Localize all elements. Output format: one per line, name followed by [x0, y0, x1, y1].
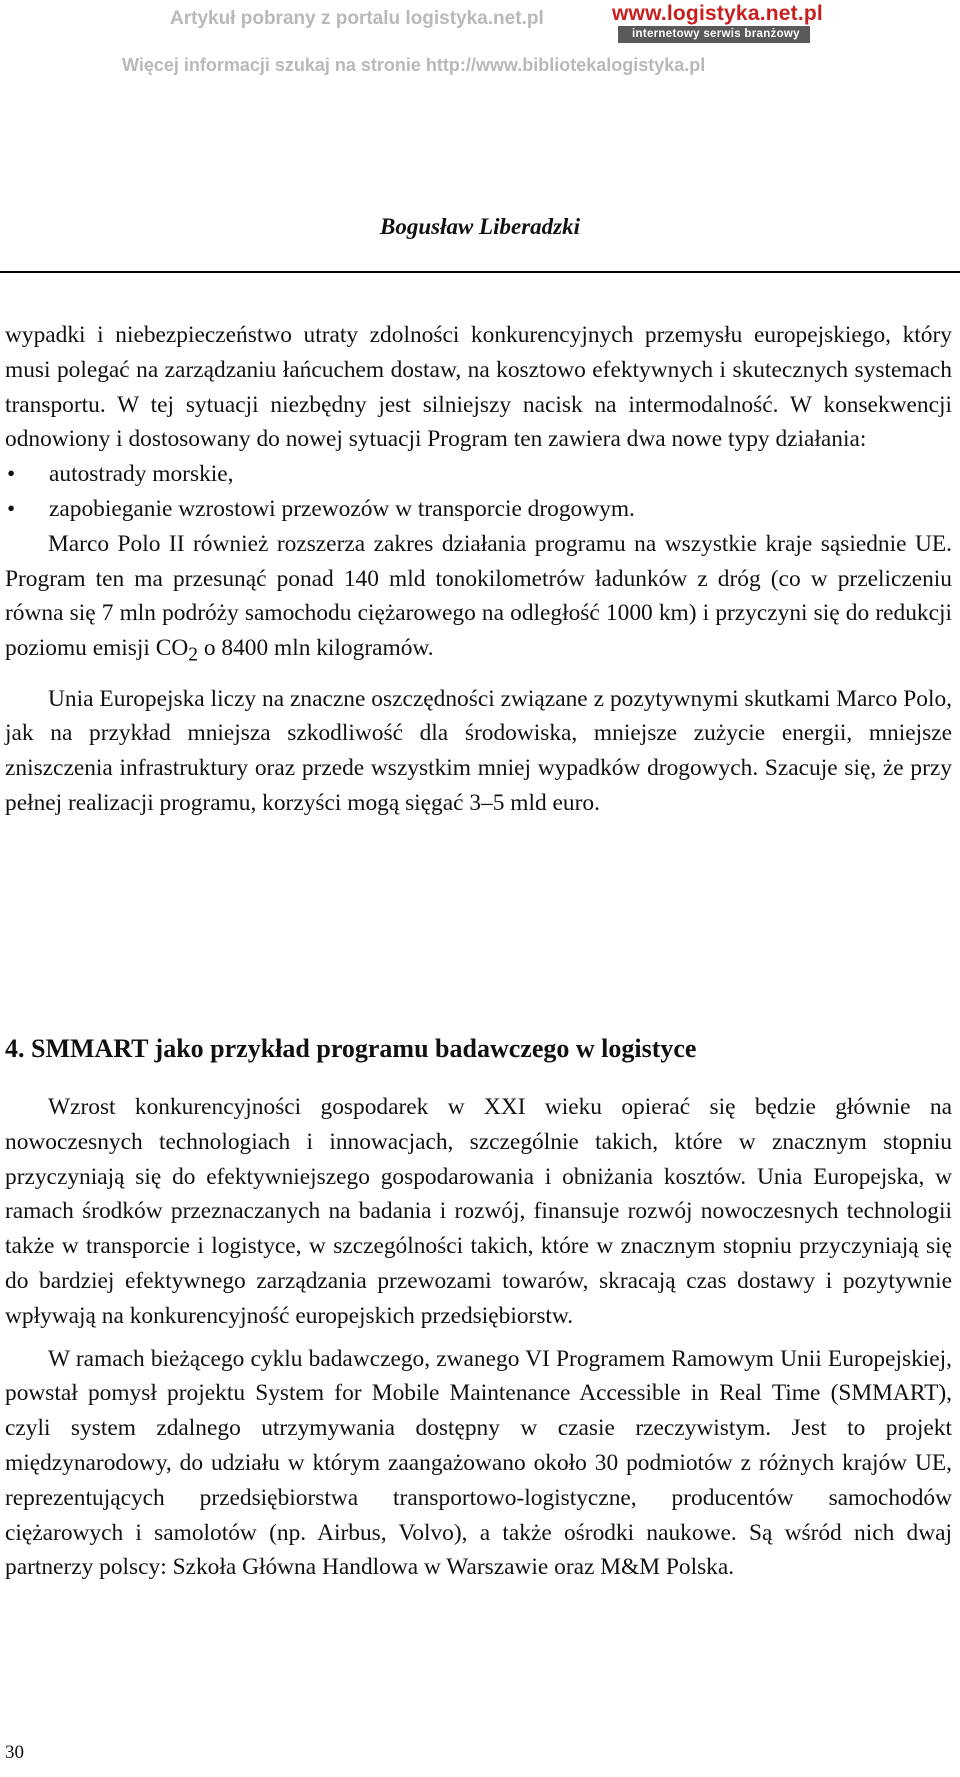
page-number: 30 [5, 1742, 24, 1763]
logo-text: www.logistyka.net.pl [612, 2, 823, 25]
bullet-list [5, 457, 952, 527]
header-rule [0, 271, 960, 273]
list-item-text: autostrady morskie, [49, 461, 234, 488]
paragraph-marco-polo [5, 527, 952, 674]
logo-tagline: internetowy serwis branżowy [632, 28, 800, 40]
list-item [5, 457, 952, 492]
bullet-icon: • [7, 461, 16, 488]
source-line: Artykuł pobrany z portalu logistyka.net.pl [170, 8, 544, 29]
body-text-block-2 [5, 1090, 952, 1585]
paragraph-competitiveness: Wzrost konkurencyjności gospodarek w XXI wieku opierać się będzie głównie na nowoczesnych technologiach i innowacjach, szczególnie takich, które w znacznym stopniu przyczyniają się do efektywniejszego gospodarowania i obniżania kosztów. Unia Europejska, w ramach środków przeznaczanych na badania i rozwój, finansuje rozwój nowoczesnych technologii także w transporcie i logistyce, w szczególności takich, które w znacznym stopniu przyczyniają się do bardziej efektywnego zarządzania przewozami towarów, skracają czas dostawy i pozytywnie wpływają na konkurencyjność europejskich przedsiębiorstw. [5, 1094, 952, 1329]
body-text-block-1 [5, 318, 952, 821]
list-item-text: zapobieganie wzrostowi przewozów w transporcie drogowym. [49, 495, 635, 522]
paragraph-text: o 8400 mln kilogramów. [197, 635, 434, 662]
bullet-icon: • [7, 495, 16, 522]
paragraph-continuation: wypadki i niebezpieczeństwo utraty zdolności konkurencyjnych przemysłu europejskiego, który musi polegać na zarządzaniu łańcuchem dostaw, na kosztowo efektywnych i skutecznych systemach transportu. W tej sytuacji niezbędny jest silniejszy nacisk na intermodalność. W konsekwencji odnowiony i dostosowany do nowej sytuacji Program ten zawiera dwa nowe typy działania: [5, 322, 952, 453]
download-banner [0, 0, 960, 90]
paragraph-smmart: W ramach bieżącego cyklu badawczego, zwanego VI Programem Ramowym Unii Europejskiej, powstał pomysł projektu System for Mobile Maintenance Accessible in Real Time (SMMART), czyli system zdalnego utrzymywania dostępny w czasie rzeczywistym. Jest to projekt międzynarodowy, do udziału w którym zaangażowano około 30 podmiotów z różnych krajów UE, reprezentujących przedsiębiorstwa transportowo-logistyczne, producentów samochodów ciężarowych i samolotów (np. Airbus, Volvo), a także ośrodki naukowe. Są wśród nich dwaj partnerzy polscy: Szkoła Główna Handlowa w Warszawie oraz M&M Polska. [5, 1345, 952, 1581]
info-line: Więcej informacji szukaj na stronie http://www.bibliotekalogistyka.pl [122, 55, 706, 75]
subscript: 2 [188, 644, 198, 666]
section-heading: 4. SMMART jako przykład programu badawczego w logistyce [5, 1034, 697, 1063]
site-logo[interactable] [612, 2, 823, 42]
paragraph-eu-savings: Unia Europejska liczy na znaczne oszczędności związane z pozytywnymi skutkami Marco Polo, jak na przykład mniejsza szkodliwość dla środowiska, mniejsze zużycie energii, mniejsze zniszczenia infrastruktury oraz przede wszystkim mniej wypadków drogowych. Szacuje się, że przy pełnej realizacji programu, korzyści mogą sięgać 3–5 mld euro. [5, 685, 952, 817]
list-item [5, 492, 952, 527]
paragraph-text: Marco Polo II również rozszerza zakres działania programu na wszystkie kraje sąsiednie UE. Program ten ma przesunąć ponad 140 mld tonokilometrów ładunków z dróg (co w przeliczeniu równa się 7 mln podróży samochodu ciężarowego na odległość 1000 km) i przyczyni się do redukcji poziomu emisji CO [5, 530, 952, 662]
running-head-author: Bogusław Liberadzki [379, 214, 580, 239]
